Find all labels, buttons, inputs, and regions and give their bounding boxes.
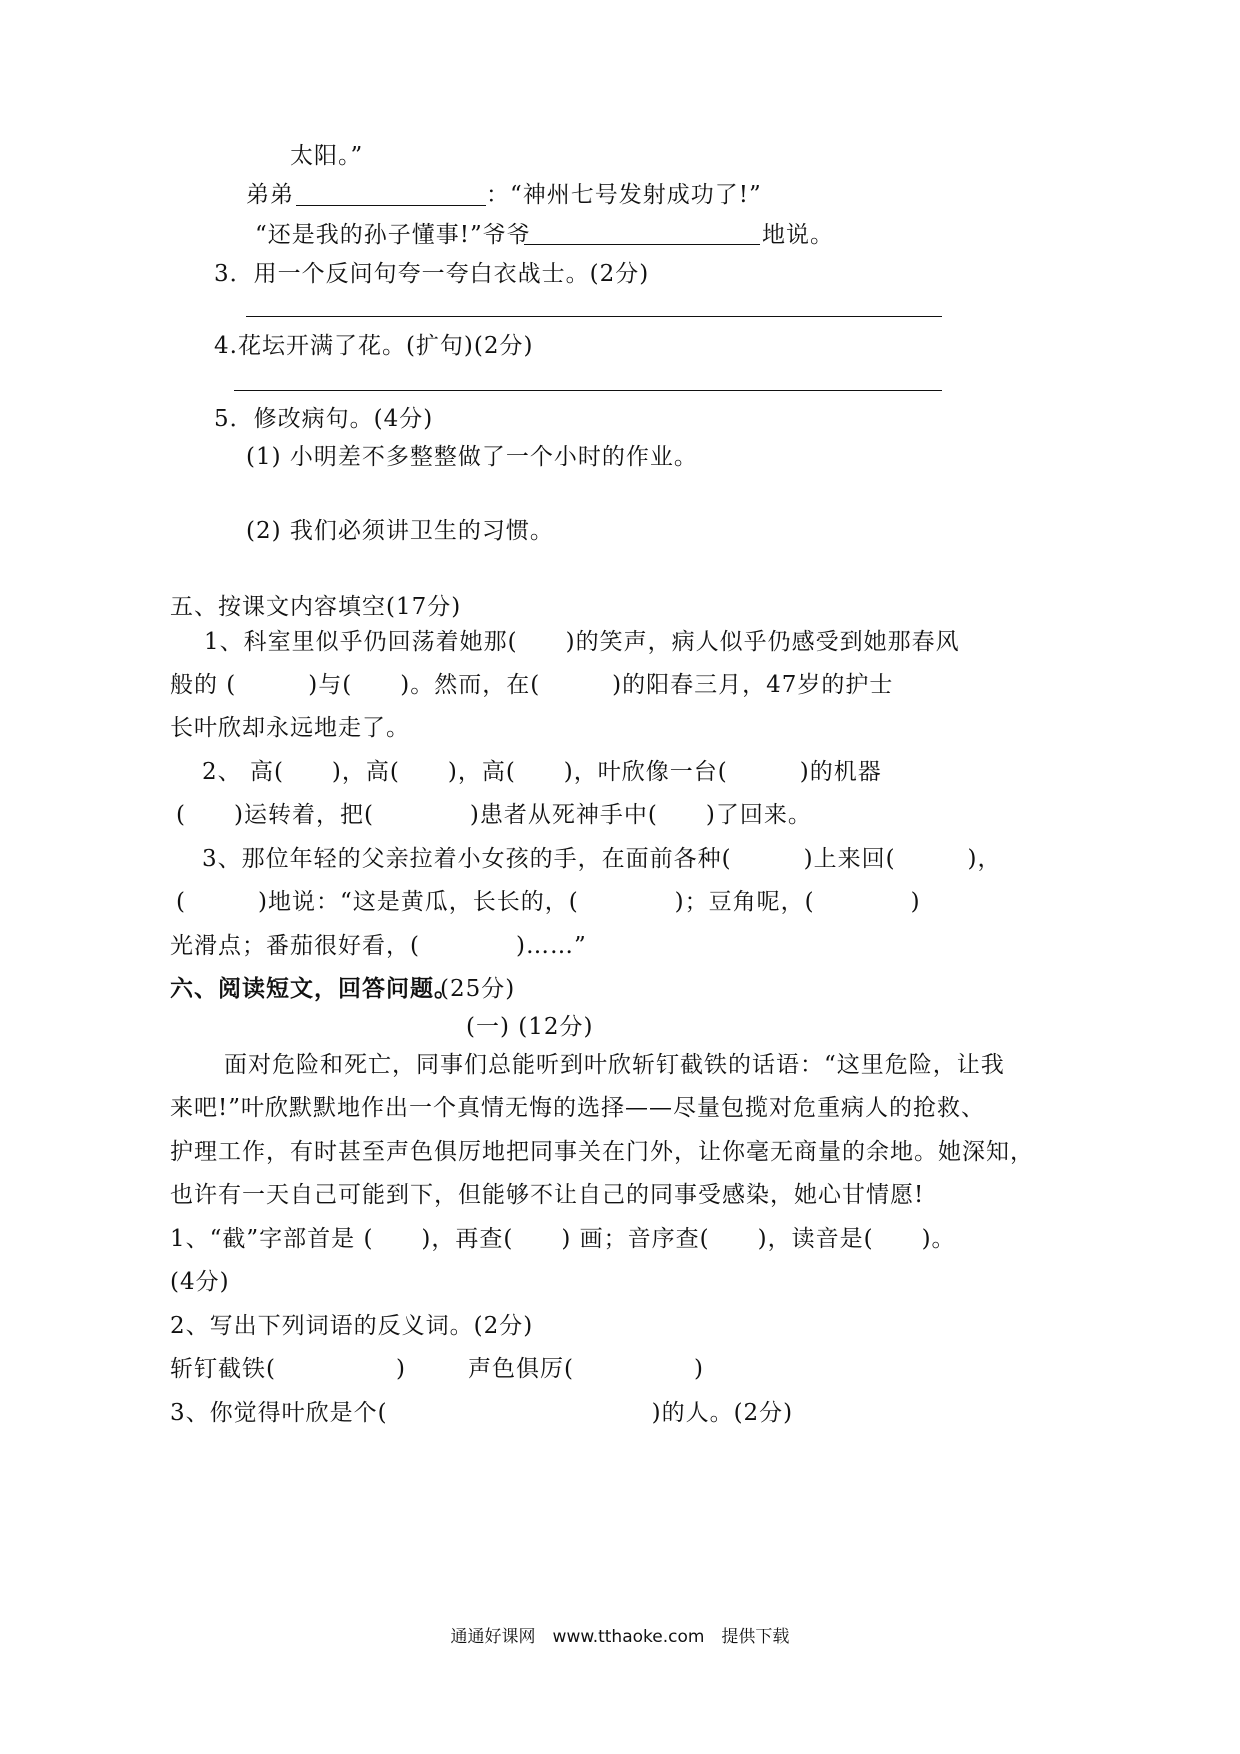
reading-question-2: 2、写出下列词语的反义词。(2分) <box>170 1313 534 1339</box>
question-3: 3．用一个反问句夸一夸白衣战士。(2分) <box>214 261 650 287</box>
question-4: 4.花坛开满了花。(扩句)(2分) <box>214 333 534 359</box>
answer-line[interactable] <box>246 316 942 317</box>
passage-line: 来吧!”叶欣默默地作出一个真情无悔的选择——尽量包揽对危重病人的抢救、 <box>170 1095 986 1121</box>
reading-question-1-score: (4分) <box>170 1269 230 1295</box>
antonym-item-1: 斩钉截铁( ) <box>170 1356 406 1382</box>
passage-subtitle: (一) (12分) <box>466 1014 594 1040</box>
text-line: 光滑点；番茄很好看，( )……” <box>170 933 587 959</box>
reading-question-1: 1、“截”字部首是 ( )，再查( ) 画；音序查( )，读音是( )。 <box>170 1226 956 1252</box>
text-line: ：“神州七号发射成功了!” <box>486 182 762 208</box>
passage-line: 护理工作，有时甚至声色俱厉地把同事关在门外，让你毫无商量的余地。她深知， <box>170 1139 1034 1165</box>
text-line: 太阳。” <box>290 143 364 169</box>
section-6-title: 六、阅读短文，回答问题。 <box>170 975 458 1002</box>
question-5-item-1: (1) 小明差不多整整做了一个小时的作业。 <box>246 444 698 470</box>
reading-question-3: 3、你觉得叶欣是个( )的人。(2分) <box>170 1400 794 1426</box>
answer-blank[interactable] <box>296 205 486 206</box>
section-5-title: 五、按课文内容填空(17分) <box>170 594 462 620</box>
passage-line: 面对危险和死亡，同事们总能听到叶欣斩钉截铁的话语：“这里危险，让我 <box>224 1052 1005 1078</box>
question-5-item-2: (2) 我们必须讲卫生的习惯。 <box>246 518 554 544</box>
text-line: “还是我的孙子懂事!”爷爷 <box>255 222 531 248</box>
question-5: 5．修改病句。(4分) <box>214 406 434 432</box>
text-line: 长叶欣却永远地走了。 <box>170 715 410 741</box>
text-line: 般的 ( )与( )。然而，在( )的阳春三月，47岁的护士 <box>170 672 894 698</box>
text-line: ( )地说：“这是黄瓜，长长的，( )；豆角呢，( ) <box>176 889 921 915</box>
text-line: 2、 高( )，高( )，高( )，叶欣像一台( )的机器 <box>202 759 882 785</box>
text-line: 1、科室里似乎仍回荡着她那( )的笑声，病人似乎仍感受到她那春风 <box>204 629 960 655</box>
text-line: 地说。 <box>762 222 834 248</box>
footer-credit: 通通好课网 www.tthaoke.com 提供下载 <box>450 1627 790 1647</box>
text-line: 3、那位年轻的父亲拉着小女孩的手，在面前各种( )上来回( )， <box>202 846 1002 872</box>
answer-blank[interactable] <box>524 244 760 245</box>
text-line: 弟弟 <box>246 182 294 208</box>
passage-line: 也许有一天自己可能到下，但能够不让自己的同事受感染，她心甘情愿! <box>170 1182 925 1208</box>
section-6-score: (25分) <box>440 976 516 1002</box>
answer-line[interactable] <box>234 390 942 391</box>
antonym-item-2: 声色俱厉( ) <box>468 1356 704 1382</box>
text-line: ( )运转着，把( )患者从死神手中( )了回来。 <box>176 802 812 828</box>
